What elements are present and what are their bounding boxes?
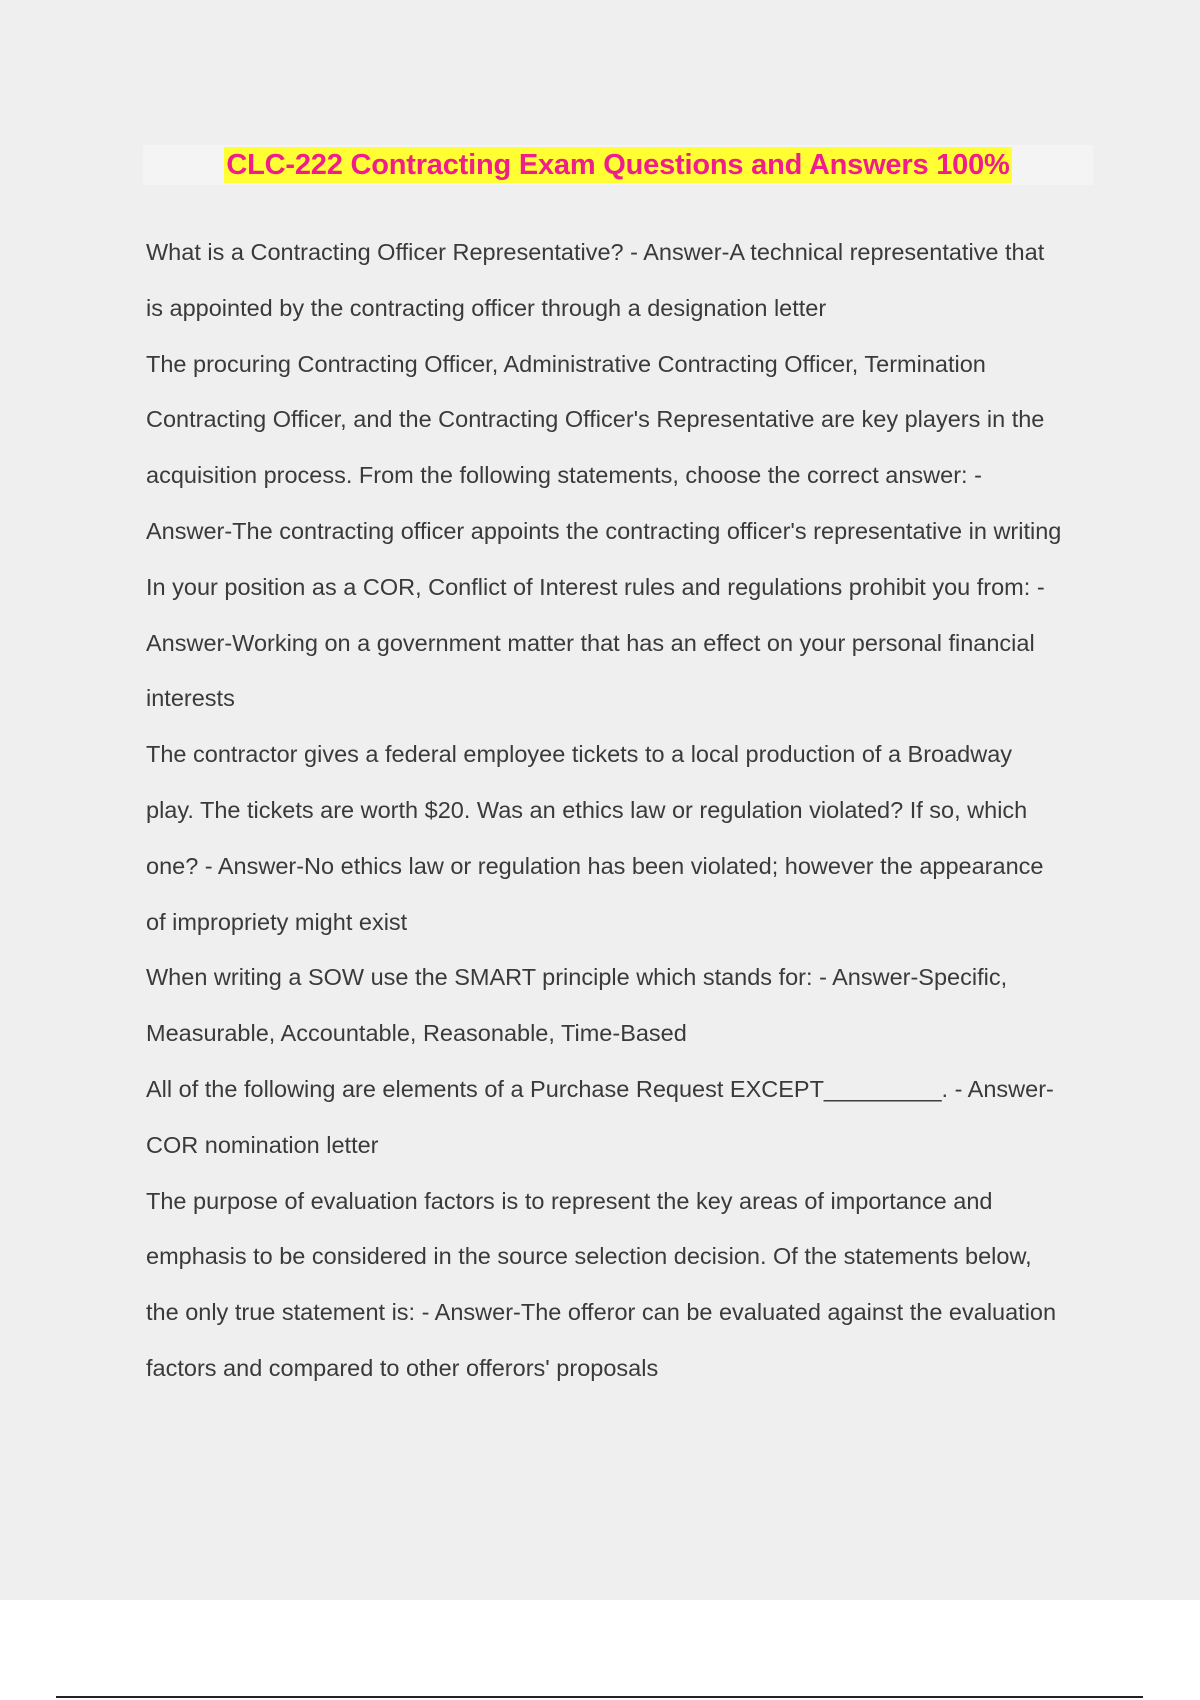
text-line: emphasis to be considered in the source selection decision. Of the statements below, [146, 1243, 1032, 1270]
text-line: When writing a SOW use the SMART principle which stands for: - Answer-Specific, [146, 964, 1008, 991]
text-line: the only true statement is: - Answer-The offeror can be evaluated against the evaluation [146, 1299, 1057, 1326]
text-line: interests [146, 685, 235, 712]
text-line: play. The tickets are worth $20. Was an ethics law or regulation violated? If so, which [146, 796, 1028, 823]
bottom-divider [56, 1696, 1143, 1698]
text-line: The purpose of evaluation factors is to represent the key areas of importance and [146, 1187, 993, 1214]
document-body [146, 225, 1146, 1397]
text-line: Answer-The contracting officer appoints the contracting officer's representative in writing [146, 517, 1062, 544]
text-line: The contractor gives a federal employee tickets to a local production of a Broadway [146, 741, 1013, 768]
text-line: All of the following are elements of a Purchase Request EXCEPT_________. - Answer- [146, 1075, 1054, 1102]
text-line: COR nomination letter [146, 1131, 379, 1158]
text-line: In your position as a COR, Conflict of Interest rules and regulations prohibit you from: - [146, 573, 1045, 600]
document-title: CLC-222 Contracting Exam Questions and Answers 100% [226, 149, 1010, 181]
text-line: Answer-Working on a government matter that has an effect on your personal financial [146, 629, 1035, 656]
text-line: What is a Contracting Officer Representative? - Answer-A technical representative that [146, 239, 1045, 265]
text-line: one? - Answer-No ethics law or regulation has been violated; however the appearance [146, 852, 1044, 879]
text-line: is appointed by the contracting officer through a designation letter [146, 294, 827, 321]
text-line: factors and compared to other offerors' proposals [146, 1354, 659, 1381]
text-line: Contracting Officer, and the Contracting Officer's Representative are key players in the [146, 406, 1045, 433]
text-line: acquisition process. From the following statements, choose the correct answer: - [146, 462, 982, 489]
text-line: of impropriety might exist [146, 908, 408, 935]
text-line: The procuring Contracting Officer, Administrative Contracting Officer, Termination [146, 350, 986, 377]
title-band [143, 145, 1093, 185]
text-line: Measurable, Accountable, Reasonable, Time-Based [146, 1020, 687, 1047]
